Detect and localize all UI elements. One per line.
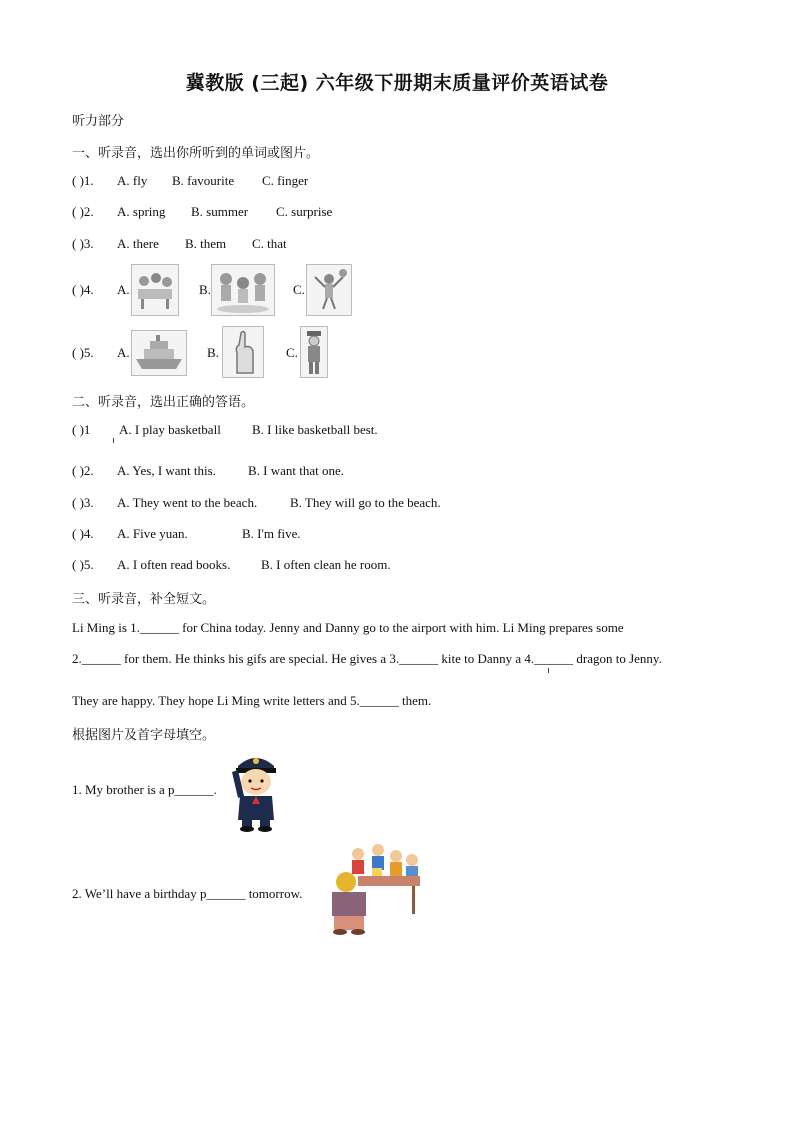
q-number: ( )4. bbox=[72, 526, 94, 541]
part1-q2 bbox=[72, 204, 333, 220]
option-b: B. summer bbox=[191, 204, 249, 219]
option-b: B. I'm five. bbox=[242, 526, 301, 541]
option-b: B. I often clean he room. bbox=[261, 557, 391, 572]
part4-q2: 2. We’ll have a birthday p______ tomorrow. bbox=[72, 886, 303, 901]
option-b: B. favourite bbox=[172, 173, 235, 188]
policeman-picture bbox=[300, 326, 328, 378]
part2-q1 bbox=[72, 422, 378, 438]
part2-q3 bbox=[72, 495, 441, 511]
option-c: C. surprise bbox=[276, 204, 333, 219]
part1-q4 bbox=[72, 282, 305, 298]
option-a: A. Yes, I want this. bbox=[117, 463, 216, 478]
option-a: A. there bbox=[117, 236, 159, 251]
stray-mark bbox=[113, 438, 114, 443]
part1-q5 bbox=[72, 345, 298, 361]
part3-heading: 三、听录音，补全短文。 bbox=[72, 592, 216, 607]
part2-heading: 二、听录音，选出正确的答语。 bbox=[72, 395, 255, 410]
option-b: B. bbox=[207, 345, 219, 360]
part2-q2 bbox=[72, 463, 345, 479]
page-title: 冀教版 (三起) 六年级下册期末质量评价英语试卷 bbox=[185, 72, 609, 94]
family-dinner-picture bbox=[131, 264, 179, 316]
option-a: A. spring bbox=[117, 204, 166, 219]
part1-q1 bbox=[72, 173, 309, 189]
option-c: C. bbox=[286, 345, 298, 360]
q-number: ( )1 bbox=[72, 422, 91, 437]
option-a: A. bbox=[117, 345, 130, 360]
part4-q1: 1. My brother is a p______. bbox=[72, 782, 217, 797]
section-heading: 听力部分 bbox=[72, 114, 125, 129]
q-number: ( )5. bbox=[72, 345, 94, 360]
policeman-illustration bbox=[228, 748, 284, 832]
option-a: A. They went to the beach. bbox=[117, 495, 258, 510]
q-number: ( )1. bbox=[72, 173, 94, 188]
part4-heading: 根据图片及首字母填空。 bbox=[72, 728, 216, 743]
passage-line-1: Li Ming is 1.______ for China today. Jenny and Danny go to the airport with him. Li Ming prepares some bbox=[72, 620, 624, 635]
part2-q4 bbox=[72, 526, 301, 542]
q-number: ( )2. bbox=[72, 204, 94, 219]
passage-line-3: They are happy. They hope Li Ming write letters and 5.______ them. bbox=[72, 693, 432, 708]
option-c: C. bbox=[293, 282, 305, 297]
option-a: A. bbox=[117, 282, 130, 297]
passage-line-2: 2.______ for them. He thinks his gifs are special. He gives a 3.______ kite to Danny a 4.______ dragon to Jenny. bbox=[72, 651, 662, 666]
option-c: C. that bbox=[252, 236, 287, 251]
birthday-party-illustration bbox=[328, 840, 426, 940]
part1-heading: 一、听录音，选出你所听到的单词或图片。 bbox=[72, 146, 320, 161]
kids-playing-picture bbox=[211, 264, 275, 316]
option-b: B. them bbox=[185, 236, 227, 251]
q-number: ( )2. bbox=[72, 463, 94, 478]
ship-picture bbox=[131, 330, 187, 376]
q-number: ( )3. bbox=[72, 495, 94, 510]
option-a: A. I play basketball bbox=[119, 422, 221, 437]
option-b: B. I want that one. bbox=[248, 463, 345, 478]
basketball-picture bbox=[306, 264, 352, 316]
part2-q5 bbox=[72, 557, 391, 573]
option-a: A. fly bbox=[117, 173, 148, 188]
option-a: A. Five yuan. bbox=[117, 526, 188, 541]
q-number: ( )4. bbox=[72, 282, 94, 297]
option-b: B. bbox=[199, 282, 211, 297]
q-number: ( )3. bbox=[72, 236, 94, 251]
q-number: ( )5. bbox=[72, 557, 94, 572]
stray-mark bbox=[548, 668, 549, 673]
part1-q3 bbox=[72, 236, 287, 252]
option-c: C. finger bbox=[262, 173, 309, 188]
finger-picture bbox=[222, 326, 264, 378]
option-b: B. They will go to the beach. bbox=[290, 495, 441, 510]
option-a: A. I often read books. bbox=[117, 557, 231, 572]
option-b: B. I like basketball best. bbox=[252, 422, 378, 437]
